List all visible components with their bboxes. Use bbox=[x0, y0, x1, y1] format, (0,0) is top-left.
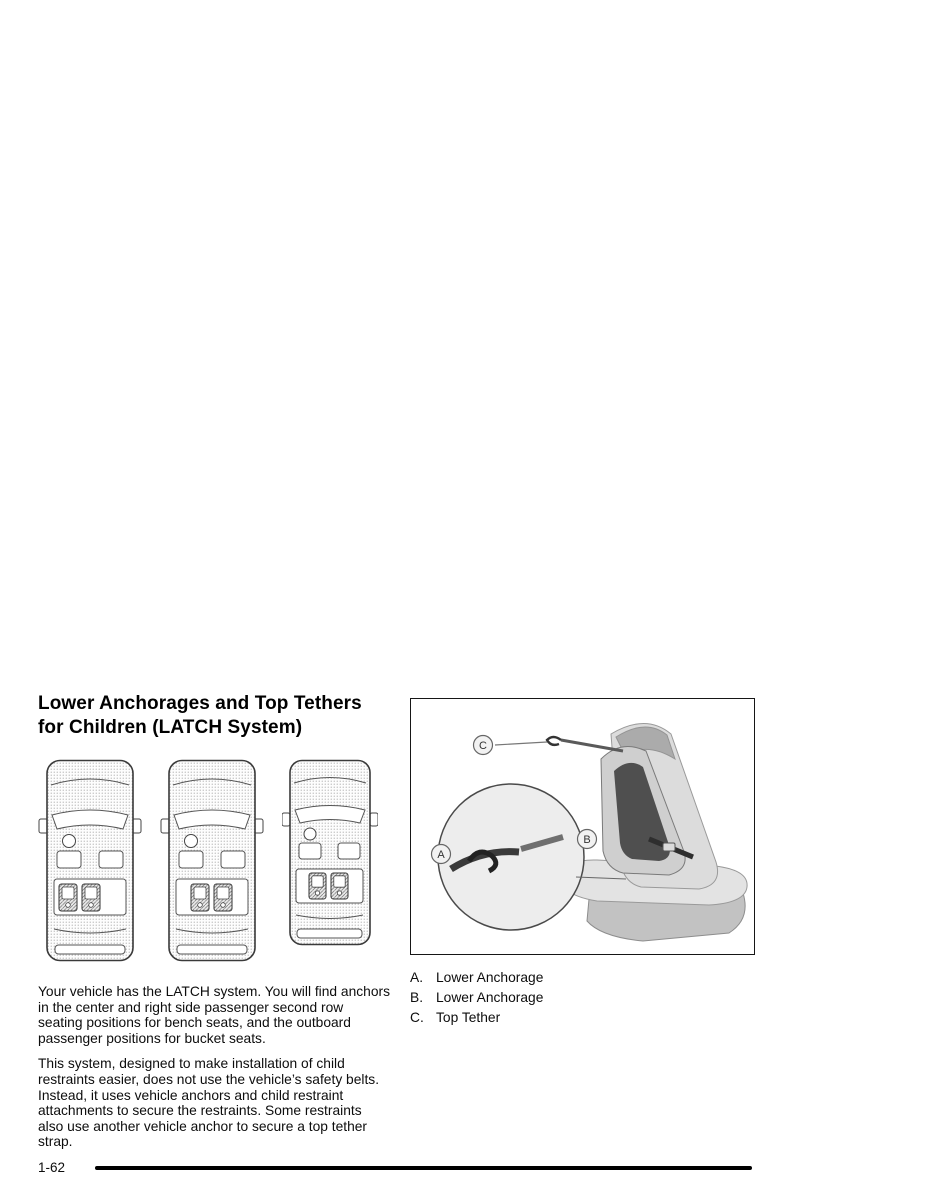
front-seat-left bbox=[57, 851, 81, 868]
front-seat-right bbox=[221, 851, 245, 868]
callout-item-text: Lower Anchorage bbox=[436, 989, 544, 1005]
vehicle-topview-illustration-3 bbox=[282, 759, 378, 947]
rear-bumper bbox=[177, 945, 247, 954]
callout-b-letter: B bbox=[583, 834, 591, 846]
callout-list-item bbox=[410, 1008, 756, 1028]
section-heading-line1: Lower Anchorages and Top Tethers bbox=[38, 693, 362, 714]
page-number: 1-62 bbox=[38, 1160, 66, 1175]
callout-list-item bbox=[410, 988, 756, 1008]
callout-item-label: C. bbox=[410, 1009, 424, 1025]
paragraph-1: Your vehicle has the LATCH system. You will find anchors in the center and right side passenger second row seating positions for bench seats, and the outboard passenger positions for bucket seats. bbox=[38, 984, 391, 1046]
callout-item-text: Top Tether bbox=[436, 1009, 501, 1025]
harness-buckle bbox=[663, 843, 675, 851]
front-seat-left bbox=[299, 843, 321, 859]
magnifier-circle bbox=[438, 784, 584, 930]
steering-wheel-icon bbox=[185, 835, 198, 848]
callout-a bbox=[432, 845, 451, 864]
child-seat-icon bbox=[59, 884, 77, 911]
front-seat-right bbox=[99, 851, 123, 868]
right-column bbox=[410, 698, 756, 1027]
footer-rule bbox=[95, 1166, 752, 1170]
child-seat-icon bbox=[82, 884, 100, 911]
paragraph-2: This system, designed to make installation of child restraints easier, does not use the vehicle’s safety belts. Instead, it uses vehicle anchors and child restraint attachments to secure the restraints. Some restraints also use another vehicle anchor to secure a top tether strap. bbox=[38, 1056, 380, 1150]
second-row-bench bbox=[176, 879, 248, 915]
callout-item-text: Lower Anchorage bbox=[436, 970, 544, 985]
rear-bumper bbox=[297, 929, 362, 938]
callout-a-letter: A bbox=[437, 849, 445, 861]
tether-hook bbox=[547, 737, 561, 745]
callout-list-item bbox=[410, 968, 756, 988]
callout-item-label: B. bbox=[410, 989, 424, 1005]
latch-seat-illustration bbox=[411, 699, 752, 952]
section-heading bbox=[38, 692, 390, 740]
child-seat-icon bbox=[331, 873, 348, 899]
left-column bbox=[38, 692, 390, 1150]
child-seat-icon bbox=[191, 884, 209, 911]
front-seat-right bbox=[338, 843, 360, 859]
right-mirror bbox=[370, 813, 378, 826]
second-row-bench bbox=[296, 869, 363, 903]
left-mirror bbox=[282, 813, 290, 826]
front-seat-left bbox=[179, 851, 203, 868]
callout-c bbox=[474, 736, 493, 755]
latch-figure-box bbox=[410, 698, 755, 955]
callout-c-letter: C bbox=[479, 740, 487, 752]
vehicle-topview-figures bbox=[38, 759, 390, 964]
vehicle-topview-illustration-2 bbox=[160, 759, 264, 964]
steering-wheel-icon bbox=[63, 835, 76, 848]
callout-c-leader bbox=[495, 742, 547, 745]
child-seat-icon bbox=[214, 884, 232, 911]
section-heading-line2: for Children (LATCH System) bbox=[38, 717, 303, 738]
figure-callout-list bbox=[410, 968, 756, 1027]
callout-b bbox=[578, 830, 597, 849]
vehicle-topview-illustration-1 bbox=[38, 759, 142, 964]
steering-wheel-icon bbox=[304, 828, 316, 840]
callout-item-label: A. bbox=[410, 970, 424, 985]
child-seat-icon bbox=[309, 873, 326, 899]
rear-bumper bbox=[55, 945, 125, 954]
